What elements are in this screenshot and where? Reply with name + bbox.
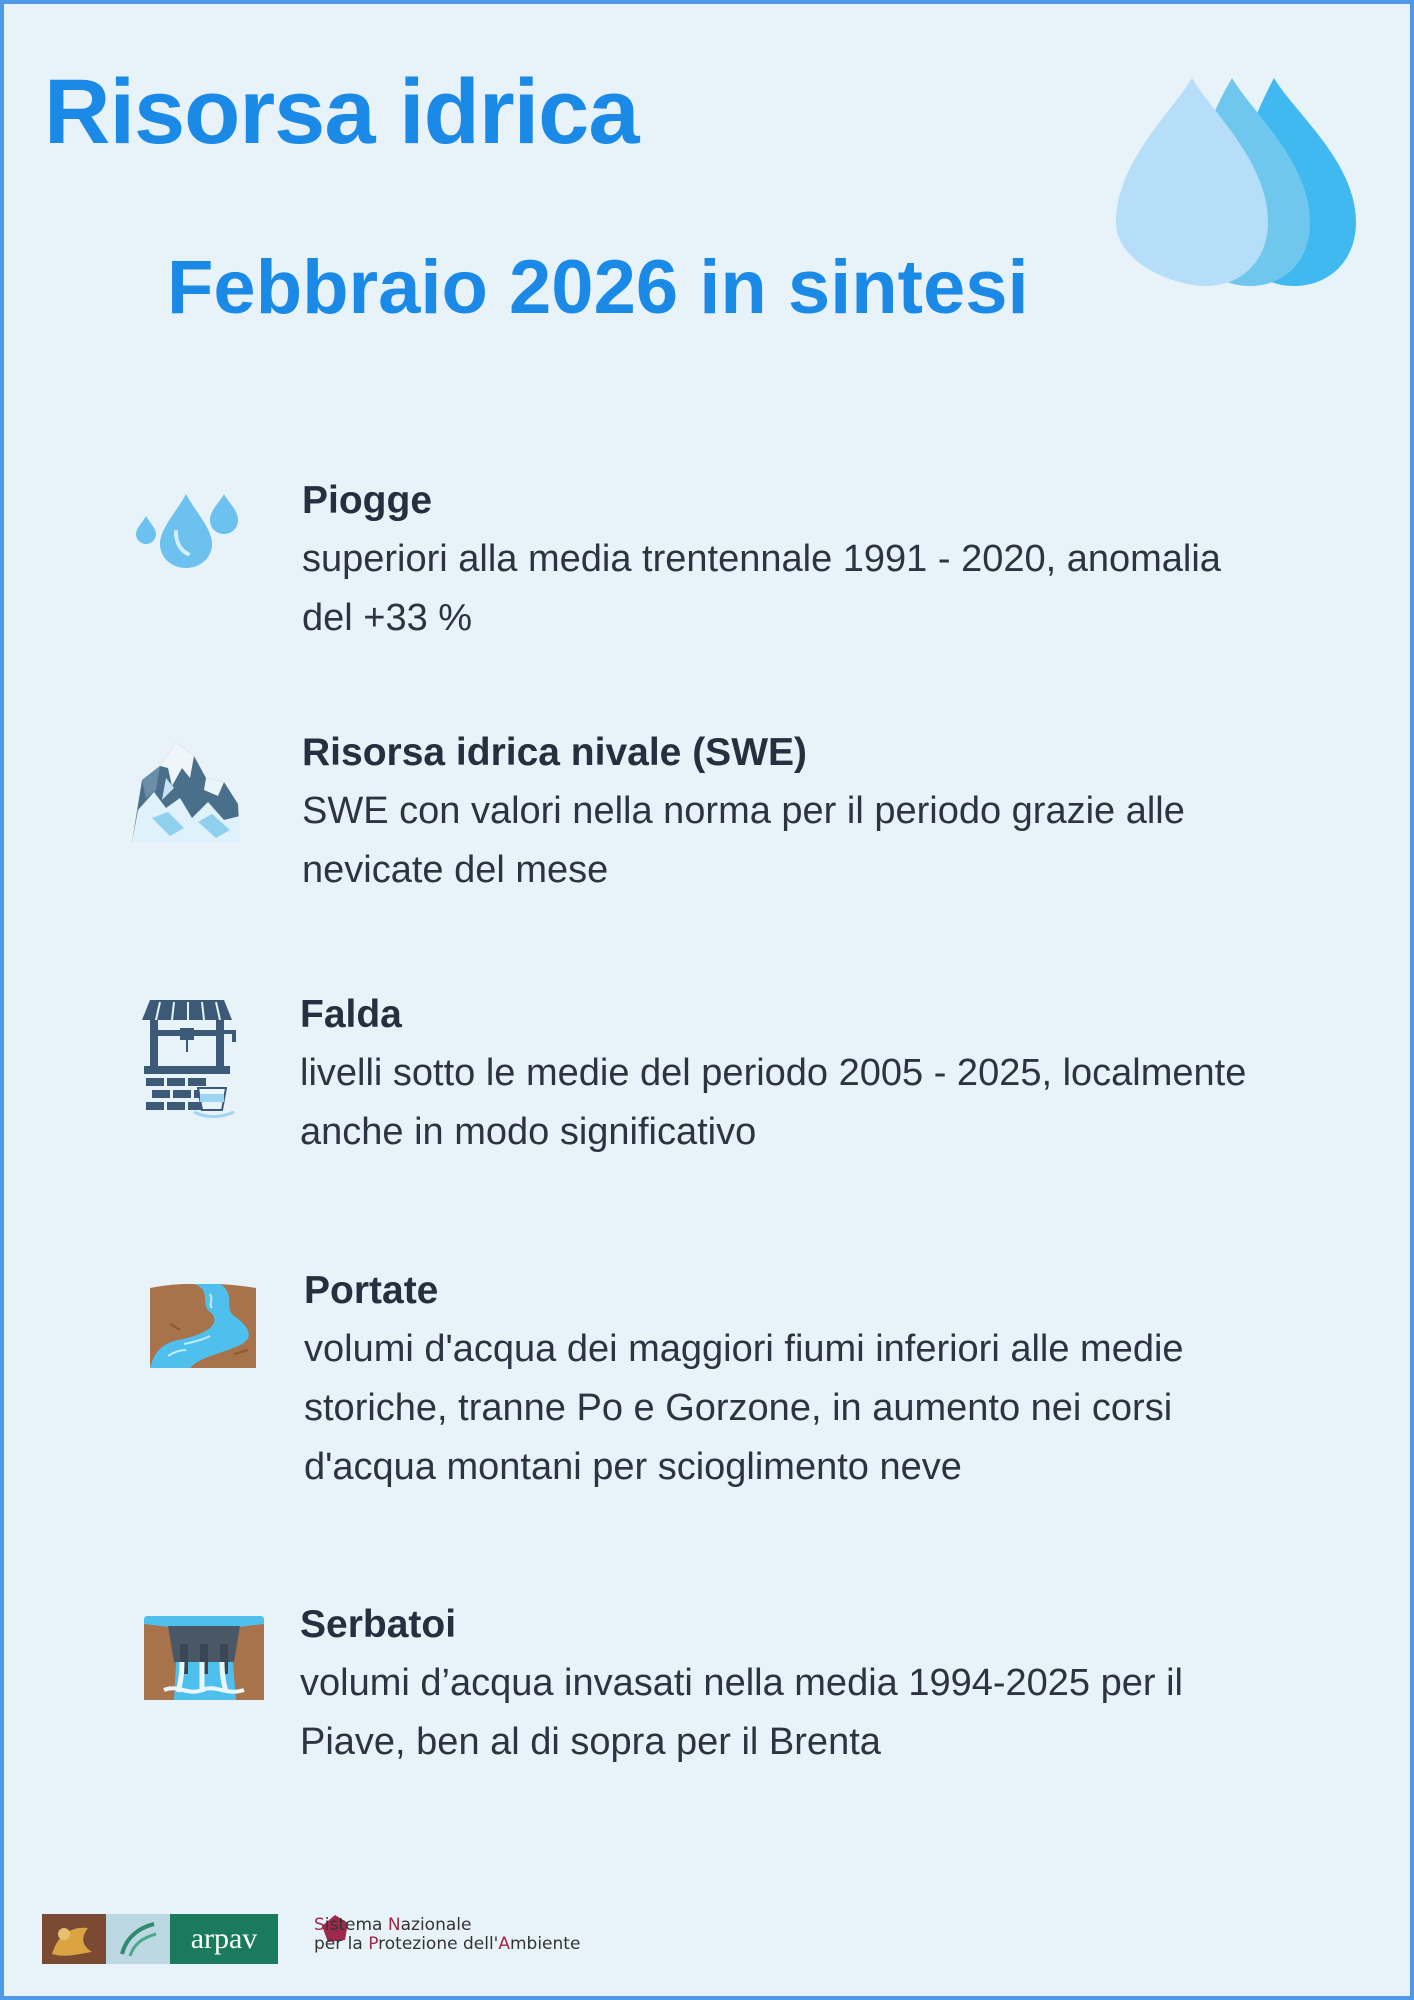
item-line: volumi d’acqua invasati nella media 1994-2025 per il xyxy=(300,1662,1183,1704)
snowy-mountain-icon xyxy=(132,738,242,844)
item-line: superiori alla media trentennale 1991 - 2020, anomalia xyxy=(302,538,1221,580)
dam-icon xyxy=(144,1616,264,1700)
footer-logos xyxy=(42,1914,278,1969)
river-icon xyxy=(150,1284,256,1368)
rain-drops-icon xyxy=(132,492,244,572)
item-title: Falda xyxy=(300,993,402,1036)
page-subtitle: Febbraio 2026 in sintesi xyxy=(167,245,1029,330)
item-line: storiche, tranne Po e Gorzone, in aumento nei corsi xyxy=(304,1387,1173,1429)
item-line: nevicate del mese xyxy=(302,849,609,891)
item-line: SWE con valori nella norma per il periodo grazie alle xyxy=(302,790,1185,832)
page-title: Risorsa idrica xyxy=(44,61,639,163)
item-line: del +33 % xyxy=(302,597,473,639)
item-title: Serbatoi xyxy=(300,1603,457,1646)
item-line: d'acqua montani per scioglimento neve xyxy=(304,1446,962,1488)
item-line: Piave, ben al di sopra per il Brenta xyxy=(300,1721,881,1763)
snpa-logo: Sistema Nazionale per la Protezione dell'Ambiente xyxy=(314,1915,581,1954)
water-drops-icon xyxy=(1116,72,1366,292)
water-well-icon xyxy=(140,998,238,1118)
item-line: volumi d'acqua dei maggiori fiumi inferiori alle medie xyxy=(304,1328,1184,1370)
arpav-logo xyxy=(42,1914,278,1964)
item-line: anche in modo significativo xyxy=(300,1111,757,1153)
arpav-logo-text: arpav xyxy=(190,1922,258,1955)
item-title: Risorsa idrica nivale (SWE) xyxy=(302,731,808,774)
item-title: Piogge xyxy=(302,479,433,522)
item-title: Portate xyxy=(304,1269,439,1312)
item-line: livelli sotto le medie del periodo 2005 - 2025, localmente xyxy=(300,1052,1247,1094)
